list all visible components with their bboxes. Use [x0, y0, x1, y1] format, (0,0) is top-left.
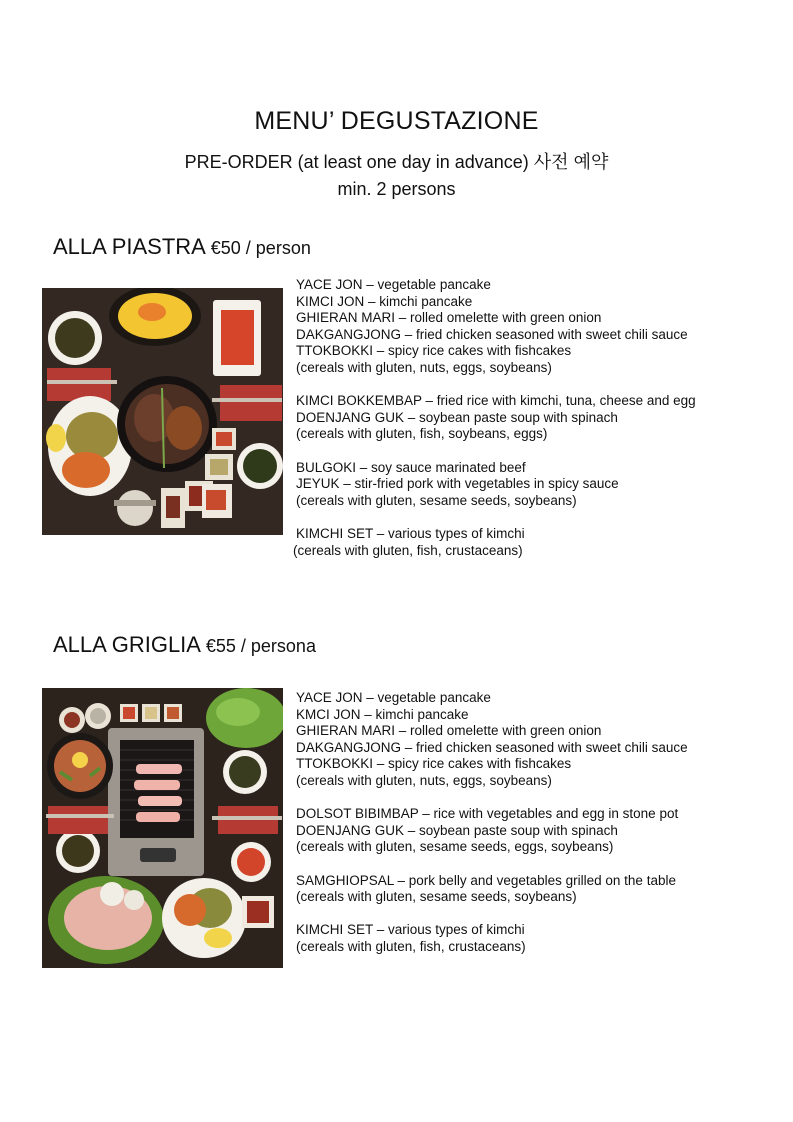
section-items-piastra: [293, 277, 696, 559]
allergen-note: (cereals with gluten, nuts, eggs, soybeans): [296, 359, 552, 375]
section-name: ALLA GRIGLIA: [53, 632, 200, 657]
menu-item: YACE JON – vegetable pancake: [296, 690, 491, 705]
section-price: €55 / persona: [205, 636, 316, 656]
menu-item: DOLSOT BIBIMBAP – rice with vegetables and egg in stone pot: [296, 806, 679, 822]
menu-item: KIMCI BOKKEMBAP – fried rice with kimchi, tuna, cheese and egg: [296, 393, 696, 409]
menu-item: BULGOKI – soy sauce marinated beef: [296, 459, 526, 475]
menu-item: GHIERAN MARI – rolled omelette with green onion: [296, 310, 602, 326]
menu-item: KMCI JON – kimchi pancake: [296, 706, 469, 722]
menu-item: DAKGANGJONG – fried chicken seasoned with sweet chili sauce: [296, 326, 688, 342]
menu-item: TTOKBOKKI – spicy rice cakes with fishcakes: [296, 756, 572, 772]
menu-item: YACE JON – vegetable pancake: [296, 277, 491, 292]
allergen-note: (cereals with gluten, fish, soybeans, eggs): [296, 426, 548, 442]
preorder-note: PRE-ORDER (at least one day in advance) 사전 예약: [184, 152, 609, 172]
menu-item: SAMGHIOPSAL – pork belly and vegetables grilled on the table: [296, 872, 676, 888]
menu-item: DOENJANG GUK – soybean paste soup with spinach: [296, 822, 618, 838]
menu-item: GHIERAN MARI – rolled omelette with green onion: [296, 723, 602, 739]
menu-title: MENU’ DEGUSTAZIONE: [254, 107, 539, 135]
allergen-note: (cereals with gluten, sesame seeds, eggs, soybeans): [296, 839, 614, 855]
allergen-note: (cereals with gluten, nuts, eggs, soybeans): [296, 772, 552, 788]
allergen-note: (cereals with gluten, sesame seeds, soybeans): [296, 492, 577, 508]
menu-item: JEYUK – stir-fried pork with vegetables in spicy sauce: [296, 476, 619, 492]
menu-item: TTOKBOKKI – spicy rice cakes with fishcakes: [296, 343, 572, 359]
allergen-note: (cereals with gluten, sesame seeds, soybeans): [296, 889, 577, 905]
menu-item: KIMCHI SET – various types of kimchi: [296, 525, 525, 541]
section-heading-piastra: [53, 234, 311, 260]
section-heading-griglia: [53, 632, 316, 658]
allergen-note: (cereals with gluten, fish, crustaceans): [296, 938, 526, 954]
korean-table-photo: [42, 288, 283, 535]
section-items-griglia: [296, 690, 688, 956]
allergen-note: (cereals with gluten, fish, crustaceans): [293, 542, 523, 558]
menu-item: DAKGANGJONG – fried chicken seasoned with sweet chili sauce: [296, 739, 688, 755]
menu-item: DOENJANG GUK – soybean paste soup with spinach: [296, 409, 618, 425]
section-price: €50 / person: [210, 238, 311, 258]
section-name: ALLA PIASTRA: [53, 234, 205, 259]
menu-item: KIMCI JON – kimchi pancake: [296, 293, 473, 309]
menu-item: KIMCHI SET – various types of kimchi: [296, 922, 525, 938]
korean-bbq-photo: [42, 688, 283, 968]
min-persons-note: min. 2 persons: [337, 179, 456, 199]
